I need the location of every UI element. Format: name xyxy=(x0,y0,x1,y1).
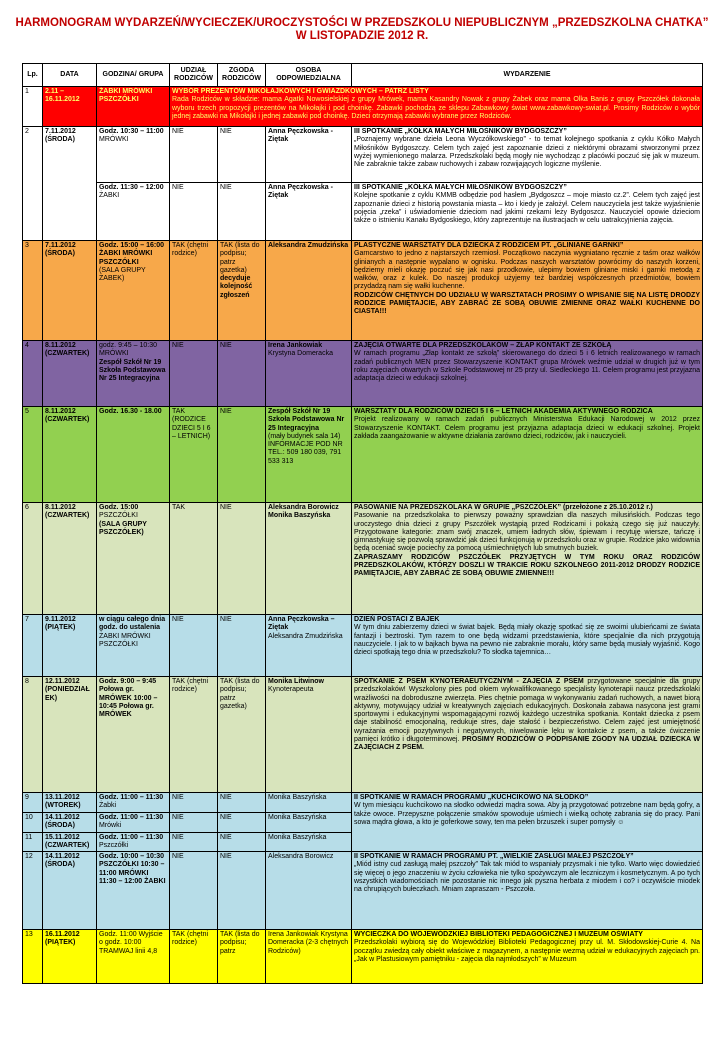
table-row xyxy=(23,407,703,503)
row-group: ŻABKI MRÓWKI PSZCZÓŁKI xyxy=(97,87,170,127)
row-date: 8.11.2012 (CZWARTEK) xyxy=(43,503,97,615)
row-date: 7.11.2012 (ŚRODA) xyxy=(43,241,97,341)
row-event xyxy=(170,87,703,127)
row-consent: NIE xyxy=(218,407,266,503)
row-consent: TAK (lista do podpisu; patrz gazetka) decyduje kolejność zgłoszeń xyxy=(218,241,266,341)
row-lp: 13 xyxy=(23,930,43,984)
row-responsible: Irena Jankowiak Krystyna Domeracka xyxy=(266,341,352,407)
row-group: godz. 9:45 – 10:30 MRÓWKI Zespół Szkół Nr 19 Szkoła Podstawowa Nr 25 Integracyjna xyxy=(97,341,170,407)
row-date: 7.11.2012 (ŚRODA) xyxy=(43,127,97,241)
table-row xyxy=(23,127,703,183)
row-responsible: Zespół Szkół Nr 19 Szkoła Podstawowa Nr 25 Integracyjna (mały budynek sala 14) INFORMACJE POD NR TEL.: 509 180 039, 791 533 313 xyxy=(266,407,352,503)
row-date: 15.11.2012 (CZWARTEK) xyxy=(43,832,97,852)
header-participation: UDZIAŁ RODZICÓW xyxy=(170,64,218,87)
event-text: Kolejne spotkanie z cyklu KMMB odbędzie pod hasłem „Bydgoszcz – moje miasto cz.2”. Celem tych zajęć jest zapoznanie dzieci z historią powstania miasta – kto i kiedy je założył. Celem nauczyciela jest także wyjaśnienie pojęcia „rzeka” i uświadomienie dzieciom nad jakimi rzekami leży Bydgoszcz. Nauczyciel opowie dzieciom także o istnieniu Kanału Bydgoskiego, który zaprezentuje na ilustracjach w celu uatrakcyjnienia zajęcia. xyxy=(354,192,700,225)
row-date: 9.11.2012 (PIĄTEK) xyxy=(43,615,97,677)
row-event xyxy=(352,677,703,793)
row-participation: TAK (chętni rodzice) xyxy=(170,930,218,984)
table-row xyxy=(23,341,703,407)
table-row xyxy=(23,87,703,127)
row-participation: TAK (chętni rodzice) xyxy=(170,677,218,793)
table-row xyxy=(23,930,703,984)
row-event xyxy=(352,183,703,241)
row-group: Godz. 11:00 – 11:30 Mrówki xyxy=(97,813,170,833)
row-lp: 8 xyxy=(23,677,43,793)
table-row xyxy=(23,852,703,930)
event-title: III SPOTKANIE „KÓŁKA MAŁYCH MIŁOŚNIKÓW BYDGOSZCZY” xyxy=(354,184,567,191)
row-group: Godz. 16.30 - 18.00 xyxy=(97,407,170,503)
row-participation: NIE xyxy=(170,793,218,813)
event-text: „Poznajemy wybrane dzieła Leona Wyczółkowskiego” - to temat kolejnego spotkania z cyklu Kółko Małych Miłośników Bydgoszczy. Celem tych zajęć jest zapoznanie dzieci z niektórymi obrazami stworzonymi przez wyżej wymienionego malarza. Przedszkolaki będą mogły nie wychodząc z placówki poczuć się jak w muzeum. Nie zabraknie także zabaw ruchowych i zabaw rozwijających logiczne myślenie. xyxy=(354,136,700,169)
row-consent: NIE xyxy=(218,852,266,930)
row-participation: NIE xyxy=(170,127,218,183)
row-responsible: Monika Baszyńska xyxy=(266,793,352,813)
row-participation: TAK (chętni rodzice) xyxy=(170,241,218,341)
event-note: RODZICÓW CHĘTNYCH DO UDZIAŁU W WARSZTATACH PROSIMY O WPISANIE SIĘ NA LISTĘ DRODZY RODZICE PAMIĘTAJCIE, ABY ZABRAĆ ZE SOBĄ OBUWIE ZMIENNE ORAZ WAŁKI KUCHENNE DO CIASTA!!! xyxy=(354,291,700,316)
event-text: Projekt realizowany w ramach zadań publicznych Ministerstwa Edukacji Narodowej w 2012 przez Stowarzyszenie KONTAKT. Celem programu jest przyjazna adaptacja dzieci w edukacji szkolnej. Projekt zakłada zaangażowanie w aktywne działania zarówno dzieci, rodziców, jak i nauczycieli. xyxy=(354,416,700,440)
event-title: WARSZTATY DLA RODZICÓW DZIECI 5 I 6 – LETNICH AKADEMIA AKTYWNEGO RODZICA xyxy=(354,408,653,415)
row-participation: NIE xyxy=(170,832,218,852)
row-consent: NIE xyxy=(218,813,266,833)
header-lp: Lp. xyxy=(23,64,43,87)
header-group: GODZINA/ GRUPA xyxy=(97,64,170,87)
event-text: „Miód istny cud zasługą małej pszczoły” Tak tak miód to wspaniały przysmak i nie tylko. Warto więc dowiedzieć się więcej o jego znaczeniu w życiu człowieka nie tylko spożywczym ale leczniczym i kosmetycznym. A po tych wszystkich wiadomościach nie pozostanie nic innego jak pyszna herbata z miodem i co? i oczywiście miodek na chrupiących bułeczkach. Mniam zapraszam - Pszczoła. xyxy=(354,861,700,894)
row-responsible: Aleksandra Borowicz Monika Baszyńska xyxy=(266,503,352,615)
row-consent: NIE xyxy=(218,127,266,183)
table-header-row xyxy=(23,64,703,87)
row-lp: 10 xyxy=(23,813,43,833)
row-group: w ciągu całego dnia godz. do ustalenia ŻABKI MRÓWKI PSZCZÓŁKI xyxy=(97,615,170,677)
row-group: Godz. 11:00 – 11:30 Żabki xyxy=(97,793,170,813)
row-participation: NIE xyxy=(170,813,218,833)
row-group: Godz. 10:30 – 11:00 MRÓWKI xyxy=(97,127,170,183)
row-participation: NIE xyxy=(170,615,218,677)
event-title: II SPOTKANIE W RAMACH PROGRAMU „KUCHCIKOWO NA SŁODKO” xyxy=(354,794,589,801)
row-date: 12.11.2012 (PONIEDZIAŁEK) xyxy=(43,677,97,793)
event-text: Przedszkolaki wybiorą się do Wojewódzkiej Biblioteki Pedagogicznej przy ul. M. Skłodowskiej-Curie 4. Na początku zwiedzą cały obiekt właściwe z magazynem, a następnie wezmą udział w edukacyjnych zajęciach pn. „Jak w Plastusiowym pamiętniku - zajęcia dla najmłodszych” w Muzeum xyxy=(354,939,700,964)
event-title: PASOWANIE NA PRZEDSZKOLAKA W GRUPIE „PSZCZÓŁEK” (przełożone z 25.10.2012 r.) xyxy=(354,504,653,511)
row-group: Godz. 15:00 – 16:00 ŻABKI MRÓWKI PSZCZÓŁKI (SALA GRUPY ŻABEK) xyxy=(97,241,170,341)
row-event xyxy=(352,241,703,341)
row-lp: 12 xyxy=(23,852,43,930)
event-text: przygotowane specjalnie dla grupy przedszkolaków! Wyszkolony pies pod okiem wykwalifikowanego specjalisty kynoterapii naucz przedszkolaki wrażliwości na dobroduszne zwierzęta. Pies chętnie pomaga w wykonywaniu zadań ruchowych, a nawet biorą aktywny, motywujący udział w kreatywnych zajęciach edukacyjnych. Doskonała zabawa nasycona jest grami sportowymi i edukacyjnymi wspomagającymi rozwój każdego uczestnika spotkania. Kontakt dziecka z psem daje stabilność emocjonalną, redukuje stres, daje stałość i bezpieczeństwo. Celem zajęć jest umiejętność wyrażania emocji pozytywnych i negatywnych, niwelowanie lęku w kontakcie z psem, a także ćwiczenie pamięci krótko i długoterminowej. xyxy=(354,678,700,744)
row-group: Godz. 10:00 – 10:30 PSZCZÓŁKI 10:30 – 11:00 MRÓWKI 11:30 – 12:00 ŻABKI xyxy=(97,852,170,930)
row-responsible: Monika Litwinow Kynoterapeuta xyxy=(266,677,352,793)
row-responsible: Monika Baszyńska xyxy=(266,813,352,833)
row-event xyxy=(352,407,703,503)
row-group: Godz. 11:00 – 11:30 Pszczółki xyxy=(97,832,170,852)
row-lp: 7 xyxy=(23,615,43,677)
row-participation: TAK (RODZICE DZIECI 5 I 6 – LETNICH) xyxy=(170,407,218,503)
row-lp: 2 xyxy=(23,127,43,241)
row-lp: 5 xyxy=(23,407,43,503)
row-lp: 4 xyxy=(23,341,43,407)
table-row xyxy=(23,615,703,677)
row-date: 16.11.2012 (PIĄTEK) xyxy=(43,930,97,984)
table-row xyxy=(23,793,703,813)
title-line-1: HARMONOGRAM WYDARZEŃ/WYCIECZEK/UROCZYSTOŚCI W PRZEDSZKOLU NIEPUBLICZNYM „PRZEDSZKOLNA CHATKA” xyxy=(15,17,709,29)
row-responsible: Irena Jankowiak Krystyna Domeracka (2-3 chętnych Rodziców) xyxy=(266,930,352,984)
row-event xyxy=(352,852,703,930)
row-event xyxy=(352,341,703,407)
event-title: DZIEŃ POSTACI Z BAJEK xyxy=(354,616,440,623)
row-participation: NIE xyxy=(170,852,218,930)
event-title: WYCIECZKA DO WOJEWÓDZKIEJ BIBLIOTEKI PEDAGOGICZNEJ I MUZEUM OŚWIATY xyxy=(354,931,643,939)
row-group: Godz. 11:30 – 12:00 ŻABKI xyxy=(97,183,170,241)
row-event xyxy=(352,930,703,984)
row-responsible: Aleksandra Borowicz xyxy=(266,852,352,930)
header-date: DATA xyxy=(43,64,97,87)
row-date: 14.11.2012 (ŚRODA) xyxy=(43,813,97,833)
event-text: W tym dniu zabierzemy dzieci w świat bajek. Będą miały okazję spotkać się ze swoimi ulubieńcami ze świata fantazji i beztroski. Tym razem to one będą widzami przedstawienia, które specjalnie dla nich przygotują nauczyciele. I jak to w bajkach bywa na pewno nie zabraknie morału, który same będą musiały wyjaśnić. Kogo dzieci spotkają tego dnia w przedszkolu? To słodka tajemnica… xyxy=(354,624,700,657)
row-consent: TAK (lista do podpisu; patrz xyxy=(218,930,266,984)
event-text: Garncarstwo to jedno z najstarszych rzemiosł. Początkowo naczynia wygniatano ręcznie z taśm oraz wałków glinianych a następnie wypalano w ognisku. Podczas naszych warsztatów powrócimy do naszych korzeni, będziemy mieli okazję poczuć się jak nasi przodkowie, ulepimy bowiem gliniane miski i garnki metodą z wałków, oraz z kulek. Do naszej produkcji użyjemy też bardziej współczesnych przedmiotów, bowiem przydadzą nam się wałki kuchenne. xyxy=(354,250,700,291)
row-consent: NIE xyxy=(218,503,266,615)
row-consent: NIE xyxy=(218,341,266,407)
row-consent: TAK (lista do podpisu; patrz gazetka) xyxy=(218,677,266,793)
event-title: II SPOTKANIE W RAMACH PROGRAMU PT. „WIELKIE ZASŁUGI MAŁEJ PSZCZOŁY” xyxy=(354,853,634,861)
row-date: 2.11 – 16.11.2012 xyxy=(43,87,97,127)
title-line-2: W LISTOPADZIE 2012 R. xyxy=(295,30,429,42)
row-responsible: Anna Pęczkowska – Ziętak Aleksandra Zmudzińska xyxy=(266,615,352,677)
row-event xyxy=(352,503,703,615)
row-consent: NIE xyxy=(218,615,266,677)
event-text: W tym miesiącu kuchcikowo na słodko odwiedzi mądra sowa. Aby ją przygotować potrzebne nam będą gofry, a także owoce. Przepyszne połączenie smaków spowoduje uśmiech i wielką ochotę zabrania się do pracy. Pani sowa mądra głowa, a kto je goferkowe sowy, ten ma pełen brzuszek i super pomysły ☺ xyxy=(354,802,700,826)
row-date: 8.11.2012 (CZWARTEK) xyxy=(43,341,97,407)
row-responsible: Anna Pęczkowska - Ziętak xyxy=(266,127,352,183)
event-title: III SPOTKANIE „KÓŁKA MAŁYCH MIŁOŚNIKÓW BYDGOSZCZY” xyxy=(354,128,567,135)
row-event xyxy=(352,127,703,183)
event-title: SPOTKANIE Z PSEM KYNOTERAEUTYCZNYM - ZAJĘCIA Z PSEM xyxy=(354,678,584,685)
row-group: Godz. 11:00 Wyjście o godz. 10:00 TRAMWAJ linii 4,8 xyxy=(97,930,170,984)
event-title: ZAJĘCIA OTWARTE DLA PRZEDSZKOLAKÓW – ZŁAP KONTAKT ZE SZKOŁĄ xyxy=(354,342,612,349)
header-consent: ZGODA RODZICÓW xyxy=(218,64,266,87)
row-responsible: Monika Baszyńska xyxy=(266,832,352,852)
row-consent: NIE xyxy=(218,183,266,241)
event-text: W ramach programu „Złap kontakt ze szkołą” skierowanego do dzieci 5 i 6 letnich realizowanego w ramach zadań publicznych MEN przez Stowarzyszenie KONTAKT grupa Mrówek weźmie udział w drugich już w tym roku zajęciach otwartych w Szkole Podstawowej nr 25 przy ul. Siedleckiego 11. Celem programu jest przyjazna adaptacja dzieci w edukacji szkolnej. xyxy=(354,350,700,383)
row-consent: NIE xyxy=(218,832,266,852)
row-lp: 6 xyxy=(23,503,43,615)
row-participation: NIE xyxy=(170,341,218,407)
row-participation: NIE xyxy=(170,183,218,241)
event-title: WYBÓR PREZENTÓW MIKOŁAJKOWYCH I GWIAZDKOWYCH – PATRZ LISTY xyxy=(172,88,429,95)
schedule-table xyxy=(22,63,703,984)
header-event: WYDARZENIE xyxy=(352,64,703,87)
row-event xyxy=(352,793,703,852)
row-event xyxy=(352,615,703,677)
event-note: ZAPRASZAMY RODZICÓW PSZCZÓŁEK PRZYJĘTYCH W TYM ROKU ORAZ RODZICÓW PRZEDSZKOLAKÓW, KTÓRZY DOSZLI W TRAKCIE ROKU SZKOLNEGO 2011-2012 DRODZY RODZICE PAMIĘTAJCIE, ABY ZABRAĆ ZE SOBĄ OBUWIE ZMIENNE!!! xyxy=(354,553,700,578)
table-row xyxy=(23,503,703,615)
row-lp: 9 xyxy=(23,793,43,813)
event-note: PROSIMY RODZICÓW O PODPISANIE ZGODY NA UDZIAŁ DZIECKA W ZAJĘCIACH Z PSEM. xyxy=(354,736,700,752)
event-text: Rada Rodziców w składzie: mama Agatki Nowosielskiej z grupy Mrówek, mama Kasandry Nowak z grupy Żabek oraz mama Olka Banis z grupy Pszczółek dokonała wyboru trzech propozycji prezentów na Mikołajki i pod choinkę. Zabawki pochodzą ze sklepu Zabawkowy świat www.zabawkowy-swiat.pl. Prosimy Rodziców o wybór jednej zabawki na Mikołajki i jednej zabawki pod choinkę. Dzieci otrzymają zabawki wybrane przez Rodziców. xyxy=(172,96,700,120)
row-participation: TAK xyxy=(170,503,218,615)
row-date: 13.11.2012 (WTOREK) xyxy=(43,793,97,813)
row-lp: 1 xyxy=(23,87,43,127)
table-row xyxy=(23,241,703,341)
event-text: Pasowanie na przedszkolaka to pierwszy poważny sprawdzian dla naszych milusińskich. Podczas tego uroczystego dnia dzieci z grupy Pszczółek wystąpią przed Rodzicami i pokażą czego się już nauczyły. Przygotowane kategorie: znam swój znaczek, umiem ładnych słów, śpiewam i recytuję wiersze, tańczę i gimnastykuję się pozwolą sprawdzić jak dzieci funkcjonują w przedszkolu oraz w grupie. Rodzice jako widownia będą oceniać swoje pociechy za pomocą uśmiechniętych lub smutnych buziek. xyxy=(354,512,700,553)
table-row xyxy=(23,183,703,241)
row-responsible: Anna Pęczkowska - Ziętak xyxy=(266,183,352,241)
event-title: PLASTYCZNE WARSZTATY DLA DZIECKA Z RODZICEM PT. „GLINIANE GARNKI” xyxy=(354,242,624,249)
row-lp: 11 xyxy=(23,832,43,852)
header-responsible: OSOBA ODPOWIEDZIALNA xyxy=(266,64,352,87)
document-title xyxy=(0,17,724,43)
row-date: 8.11.2012 (CZWARTEK) xyxy=(43,407,97,503)
table-row xyxy=(23,677,703,793)
row-date: 14.11.2012 (ŚRODA) xyxy=(43,852,97,930)
row-lp: 3 xyxy=(23,241,43,341)
row-responsible: Aleksandra Zmudzińska xyxy=(266,241,352,341)
row-consent: NIE xyxy=(218,793,266,813)
row-group: Godz. 15:00 PSZCZÓŁKI (SALA GRUPY PSZCZÓŁEK) xyxy=(97,503,170,615)
row-group: Godz. 9:00 – 9:45 Połowa gr. MRÓWEK 10:00 – 10:45 Połowa gr. MRÓWEK xyxy=(97,677,170,793)
